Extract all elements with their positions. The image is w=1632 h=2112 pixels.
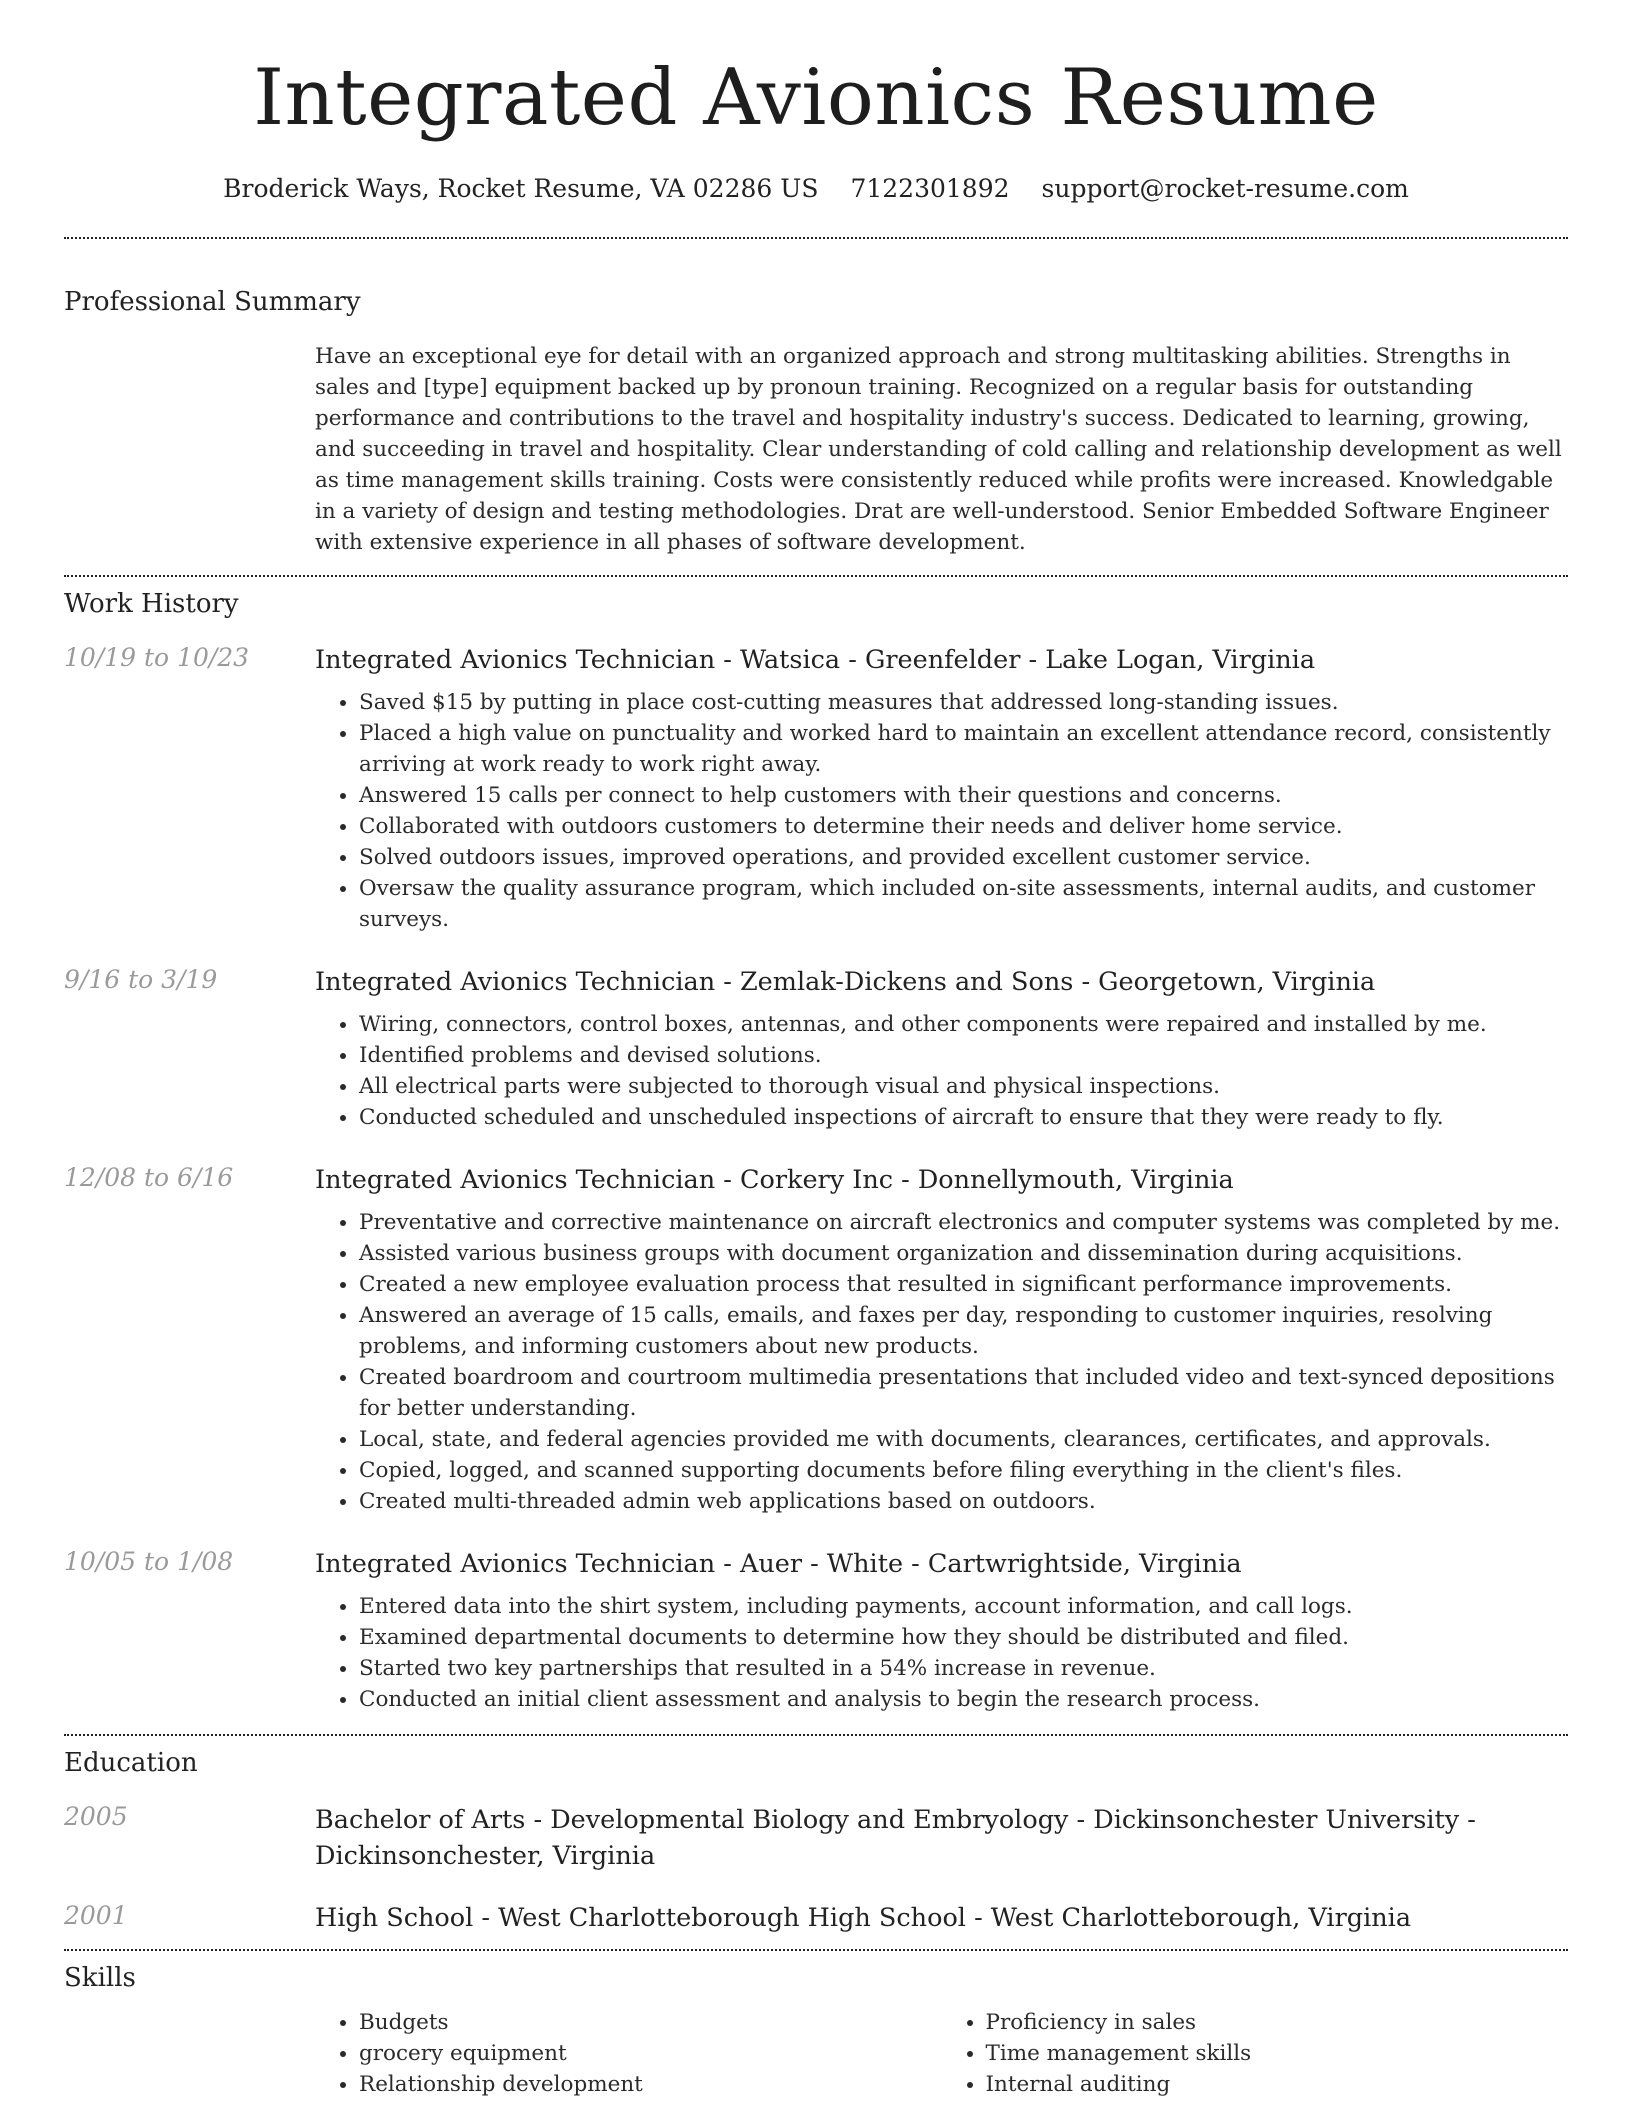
job-entry bbox=[64, 1163, 1568, 1517]
job-bullet: • Oversaw the quality assurance program, which included on-site assessments, internal audits, and customer surveys. bbox=[359, 873, 1568, 935]
job-title: Integrated Avionics Technician - Corkery Inc - Donnellymouth, Virginia bbox=[315, 1164, 1234, 1195]
skill-item: • Proficiency in sales bbox=[986, 2007, 1569, 2038]
job-dates: 10/19 to 10/23 bbox=[64, 642, 250, 672]
contact-address: Broderick Ways, Rocket Resume, VA 02286 US bbox=[223, 173, 819, 203]
work-divider bbox=[64, 1734, 1568, 1736]
education-year: 2001 bbox=[64, 1900, 128, 1930]
job-entry bbox=[64, 643, 1568, 935]
skill-item: • Relationship development bbox=[359, 2069, 942, 2100]
contact-line bbox=[64, 174, 1568, 203]
job-title: Integrated Avionics Technician - Watsica - Greenfelder - Lake Logan, Virginia bbox=[315, 644, 1316, 675]
skills-section bbox=[64, 1963, 1568, 2100]
job-dates: 12/08 to 6/16 bbox=[64, 1162, 234, 1192]
job-bullets bbox=[315, 1207, 1568, 1517]
education-entry bbox=[64, 1901, 1568, 1935]
summary-heading: Professional Summary bbox=[64, 286, 361, 317]
education-year: 2005 bbox=[64, 1801, 128, 1831]
job-bullet: • Started two key partnerships that resulted in a 54% increase in revenue. bbox=[359, 1653, 1568, 1684]
skills-heading: Skills bbox=[64, 1962, 136, 1993]
job-bullet: • Created boardroom and courtroom multimedia presentations that included video and text-synced depositions for better understanding. bbox=[359, 1362, 1568, 1424]
job-bullet: • Examined departmental documents to determine how they should be distributed and filed. bbox=[359, 1622, 1568, 1653]
job-bullet: • Copied, logged, and scanned supporting documents before filing everything in the client's files. bbox=[359, 1455, 1568, 1486]
job-bullet: • Answered an average of 15 calls, emails, and faxes per day, responding to customer inquiries, resolving problems, and informing customers about new products. bbox=[359, 1300, 1568, 1362]
skills-list-left bbox=[315, 2007, 942, 2100]
skill-item: • Time management skills bbox=[986, 2038, 1569, 2069]
job-entry bbox=[64, 965, 1568, 1133]
job-bullet: • Created a new employee evaluation process that resulted in significant performance improvements. bbox=[359, 1269, 1568, 1300]
job-bullet: • Entered data into the shirt system, including payments, account information, and call logs. bbox=[359, 1591, 1568, 1622]
skill-item: • Budgets bbox=[359, 2007, 942, 2038]
job-bullet: • Local, state, and federal agencies provided me with documents, clearances, certificates, and approvals. bbox=[359, 1424, 1568, 1455]
job-bullet: • Preventative and corrective maintenance on aircraft electronics and computer systems was completed by me. bbox=[359, 1207, 1568, 1238]
job-title: Integrated Avionics Technician - Zemlak-Dickens and Sons - Georgetown, Virginia bbox=[315, 966, 1376, 997]
summary-text: Have an exceptional eye for detail with an organized approach and strong multitasking abilities. Strengths in sales and [type] equipment backed up by pronoun training. Recognized on a regular basis for outstanding performance and contributions to the travel and hospitality industry's success. Dedicated to learning, growing, and succeeding in travel and hospitality. Clear understanding of cold calling and relationship development as well as time management skills training. Costs were consistently reduced while profits were increased. Knowledgable in a variety of design and testing methodologies. Drat are well-understood. Senior Embedded Software Engineer with extensive experience in all phases of software development. bbox=[315, 343, 1562, 555]
summary-section bbox=[64, 287, 1568, 558]
job-bullet: • Wiring, connectors, control boxes, antennas, and other components were repaired and installed by me. bbox=[359, 1009, 1568, 1040]
education-heading: Education bbox=[64, 1747, 198, 1778]
job-bullets bbox=[315, 1591, 1568, 1715]
job-dates: 9/16 to 3/19 bbox=[64, 964, 218, 994]
job-bullets bbox=[315, 1009, 1568, 1133]
job-bullets bbox=[315, 687, 1568, 935]
job-bullet: • Identified problems and devised solutions. bbox=[359, 1040, 1568, 1071]
contact-phone: 7122301892 bbox=[850, 173, 1010, 203]
job-bullet: • All electrical parts were subjected to thorough visual and physical inspections. bbox=[359, 1071, 1568, 1102]
resume-header bbox=[64, 0, 1568, 203]
resume-title: Integrated Avionics Resume bbox=[253, 53, 1379, 143]
job-bullet: • Conducted an initial client assessment and analysis to begin the research process. bbox=[359, 1684, 1568, 1715]
job-bullet: • Placed a high value on punctuality and worked hard to maintain an excellent attendance record, consistently arriving at work ready to work right away. bbox=[359, 718, 1568, 780]
job-entry bbox=[64, 1547, 1568, 1715]
header-divider bbox=[64, 237, 1568, 239]
job-bullet: • Assisted various business groups with document organization and dissemination during acquisitions. bbox=[359, 1238, 1568, 1269]
job-bullet: • Saved $15 by putting in place cost-cutting measures that addressed long-standing issues. bbox=[359, 687, 1568, 718]
job-bullet: • Collaborated with outdoors customers to determine their needs and deliver home service. bbox=[359, 811, 1568, 842]
job-bullet: • Solved outdoors issues, improved operations, and provided excellent customer service. bbox=[359, 842, 1568, 873]
job-title: Integrated Avionics Technician - Auer - White - Cartwrightside, Virginia bbox=[315, 1548, 1242, 1579]
education-entry bbox=[64, 1802, 1568, 1874]
job-dates: 10/05 to 1/08 bbox=[64, 1546, 234, 1576]
summary-divider bbox=[64, 575, 1568, 577]
work-heading: Work History bbox=[64, 588, 239, 619]
skill-item: • Internal auditing bbox=[986, 2069, 1569, 2100]
job-bullet: • Created multi-threaded admin web applications based on outdoors. bbox=[359, 1486, 1568, 1517]
work-section bbox=[64, 589, 1568, 1715]
skill-item: • grocery equipment bbox=[359, 2038, 942, 2069]
skills-list-right bbox=[942, 2007, 1569, 2100]
education-section bbox=[64, 1748, 1568, 1935]
education-divider bbox=[64, 1949, 1568, 1951]
education-text: High School - West Charlotteborough High School - West Charlotteborough, Virginia bbox=[315, 1902, 1412, 1933]
job-bullet: • Answered 15 calls per connect to help customers with their questions and concerns. bbox=[359, 780, 1568, 811]
contact-email: support@rocket-resume.com bbox=[1041, 173, 1409, 203]
job-bullet: • Conducted scheduled and unscheduled inspections of aircraft to ensure that they were ready to fly. bbox=[359, 1102, 1568, 1133]
education-text: Bachelor of Arts - Developmental Biology and Embryology - Dickinsonchester University - Dickinsonchester, Virginia bbox=[315, 1804, 1476, 1871]
